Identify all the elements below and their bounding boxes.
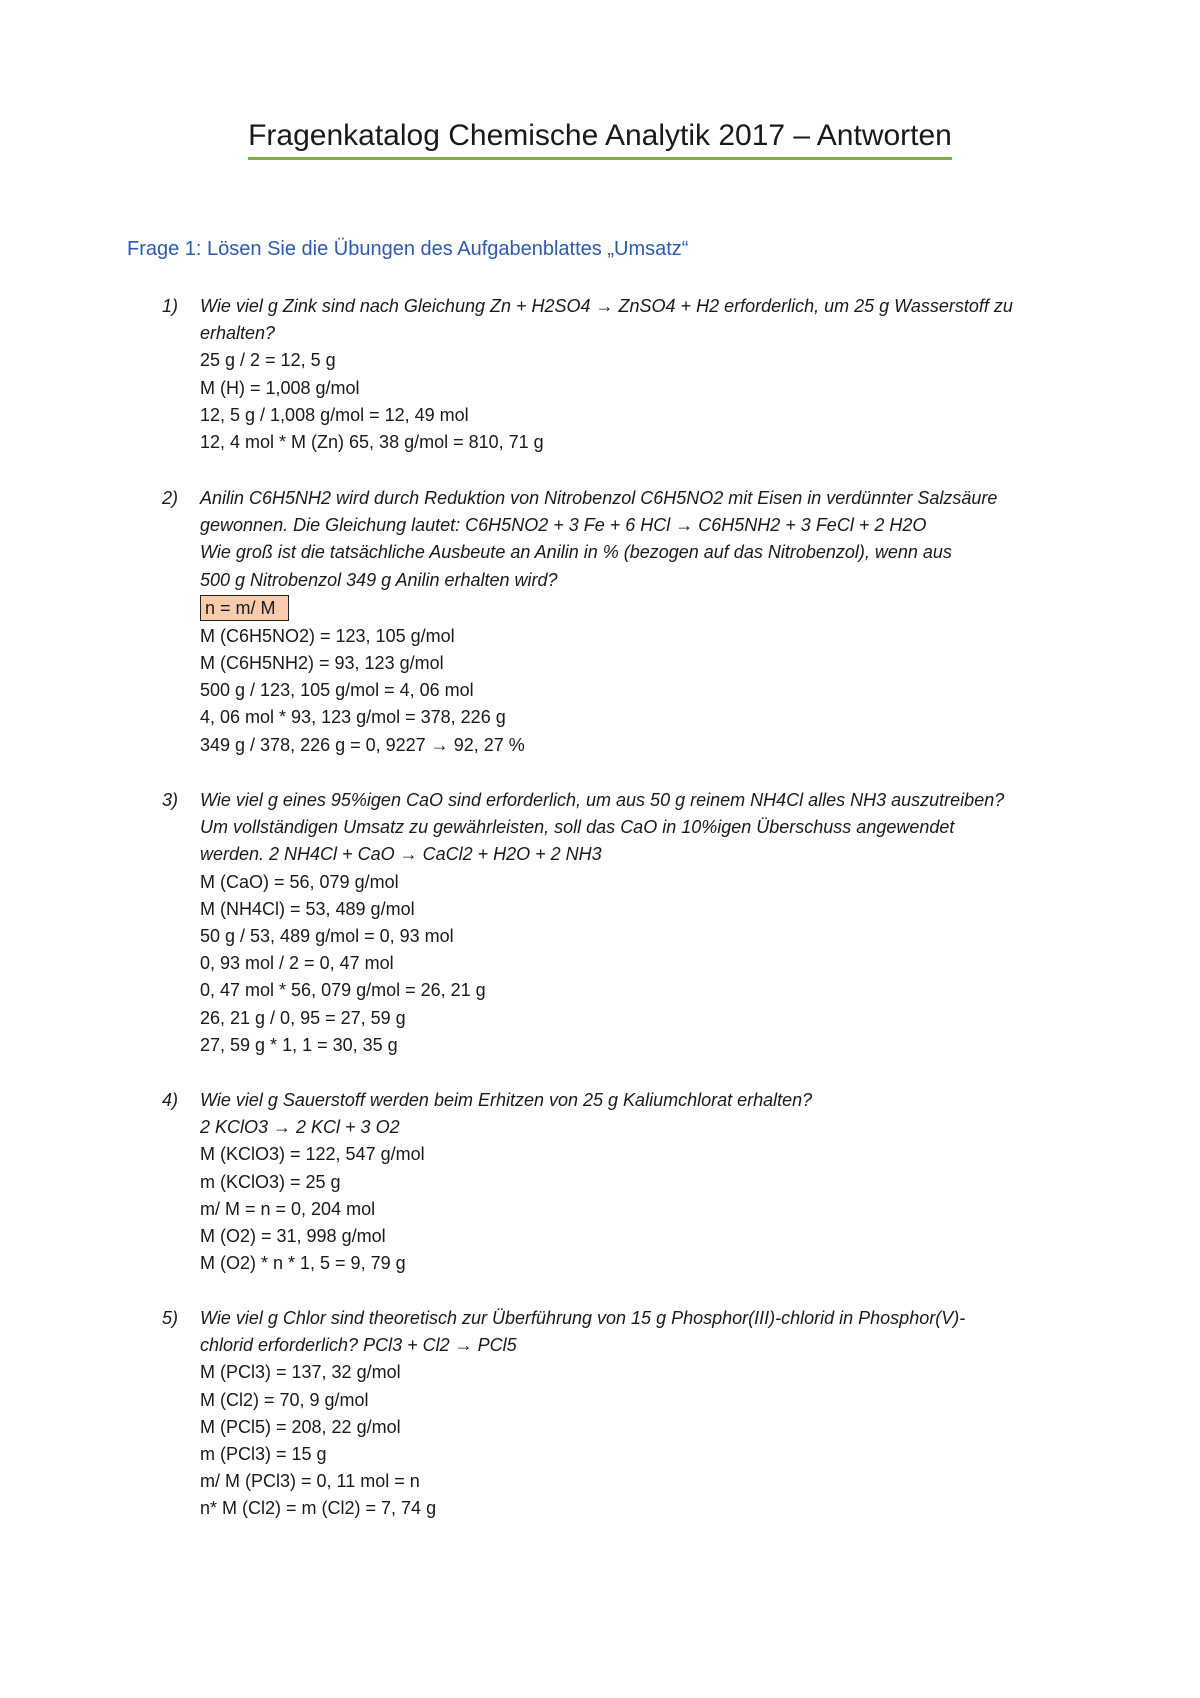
formula-box: n = m/ M (200, 595, 289, 621)
answer-line: 12, 5 g / 1,008 g/mol = 12, 49 mol (200, 404, 469, 425)
answer-line: m (PCl3) = 15 g (200, 1444, 327, 1465)
question-prompt-line: Wie viel g Chlor sind theoretisch zur Überführung von 15 g Phosphor(III)-chlorid in Phosphor(V)- (200, 1308, 966, 1328)
question-prompt-line: erhalten? (200, 323, 276, 344)
answer-line: M (CaO) = 56, 079 g/mol (200, 871, 399, 892)
question-prompt-line: Wie viel g Zink sind nach Gleichung Zn + H2SO4 → ZnSO4 + H2 erforderlich, um 25 g Wasserstoff zu (200, 296, 1013, 316)
question-number: 2) (162, 488, 179, 508)
question-body (200, 485, 1100, 759)
document-title (0, 118, 1200, 160)
answer-line: M (PCl5) = 208, 22 g/mol (200, 1416, 401, 1437)
question-body (200, 787, 1100, 1059)
answer-line: 349 g / 378, 226 g = 0, 9227 → 92, 27 % (200, 734, 525, 755)
answer-line: M (O2) = 31, 998 g/mol (200, 1226, 386, 1247)
answer-line: M (Cl2) = 70, 9 g/mol (200, 1389, 369, 1410)
answer-line: M (NH4Cl) = 53, 489 g/mol (200, 898, 415, 919)
answer-line: M (H) = 1,008 g/mol (200, 377, 360, 398)
question-prompt-line: Wie groß ist die tatsächliche Ausbeute an Anilin in % (bezogen auf das Nitrobenzol), wenn aus (200, 542, 952, 563)
answer-line: 27, 59 g * 1, 1 = 30, 35 g (200, 1034, 398, 1055)
document-title-text: Fragenkatalog Chemische Analytik 2017 – Antworten (248, 118, 952, 160)
question-body (200, 293, 1100, 456)
answer-line: 0, 47 mol * 56, 079 g/mol = 26, 21 g (200, 980, 486, 1001)
answer-line: 50 g / 53, 489 g/mol = 0, 93 mol (200, 926, 454, 947)
answer-line: M (C6H5NO2) = 123, 105 g/mol (200, 625, 455, 646)
question-prompt-line: 500 g Nitrobenzol 349 g Anilin erhalten wird? (200, 569, 558, 590)
question-prompt-line: Wie viel g eines 95%igen CaO sind erforderlich, um aus 50 g reinem NH4Cl alles NH3 auszutreiben? (200, 790, 1005, 810)
answer-line: 4, 06 mol * 93, 123 g/mol = 378, 226 g (200, 707, 506, 728)
answer-line: 25 g / 2 = 12, 5 g (200, 350, 336, 371)
question-number: 5) (162, 1308, 179, 1328)
answer-line: n* M (Cl2) = m (Cl2) = 7, 74 g (200, 1498, 437, 1519)
question-body (200, 1305, 1100, 1523)
answer-line: 500 g / 123, 105 g/mol = 4, 06 mol (200, 680, 474, 701)
question-number: 4) (162, 1090, 179, 1110)
answer-line: m/ M = n = 0, 204 mol (200, 1198, 376, 1219)
question-number: 1) (162, 296, 179, 316)
section-heading: Frage 1: Lösen Sie die Übungen des Aufgabenblattes „Umsatz“ (127, 238, 689, 260)
question-prompt-line: chlorid erforderlich? PCl3 + Cl2 → PCl5 (200, 1335, 517, 1356)
answer-line: M (C6H5NH2) = 93, 123 g/mol (200, 653, 444, 674)
question-prompt-line: Wie viel g Sauerstoff werden beim Erhitzen von 25 g Kaliumchlorat erhalten? (200, 1090, 813, 1110)
question-number: 3) (162, 790, 179, 810)
question-prompt-line: werden. 2 NH4Cl + CaO → CaCl2 + H2O + 2 NH3 (200, 844, 602, 865)
question-prompt-line: Anilin C6H5NH2 wird durch Reduktion von Nitrobenzol C6H5NO2 mit Eisen in verdünnter Salzsäure (200, 488, 998, 508)
question-prompt-line: gewonnen. Die Gleichung lautet: C6H5NO2 + 3 Fe + 6 HCl → C6H5NH2 + 3 FeCl + 2 H2O (200, 515, 927, 536)
question-prompt-line: Um vollständigen Umsatz zu gewährleisten, soll das CaO in 10%igen Überschuss angewendet (200, 817, 955, 838)
answer-line: M (PCl3) = 137, 32 g/mol (200, 1362, 401, 1383)
answer-line: m (KClO3) = 25 g (200, 1171, 341, 1192)
answer-line: 26, 21 g / 0, 95 = 27, 59 g (200, 1007, 406, 1028)
answer-line: M (KClO3) = 122, 547 g/mol (200, 1144, 425, 1165)
question-body (200, 1087, 1100, 1277)
answer-line: m/ M (PCl3) = 0, 11 mol = n (200, 1471, 420, 1492)
answer-line: 12, 4 mol * M (Zn) 65, 38 g/mol = 810, 71 g (200, 432, 544, 453)
answer-line: 0, 93 mol / 2 = 0, 47 mol (200, 953, 394, 974)
answer-line: M (O2) * n * 1, 5 = 9, 79 g (200, 1253, 406, 1274)
question-prompt-line: 2 KClO3 → 2 KCl + 3 O2 (200, 1117, 400, 1138)
